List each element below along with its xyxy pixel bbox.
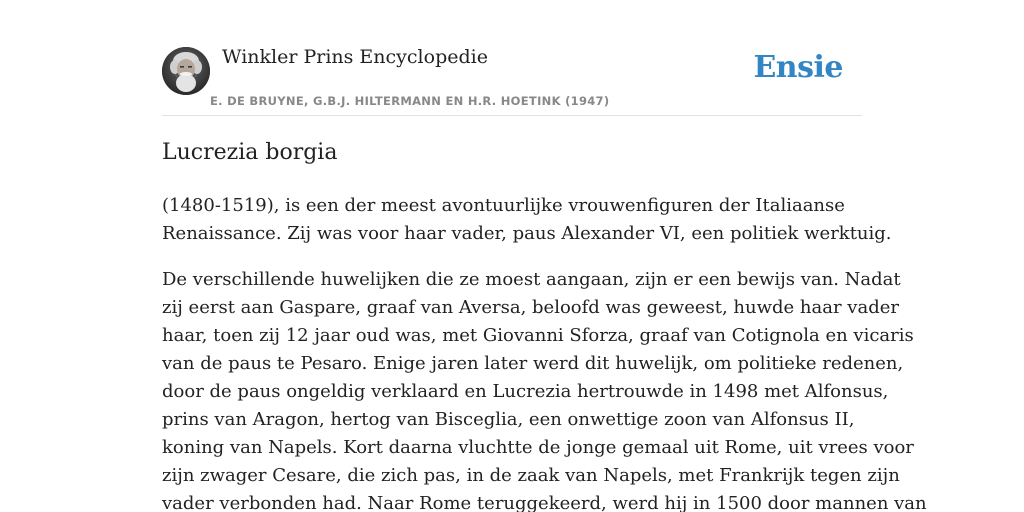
paragraph xyxy=(162,266,927,512)
source-title[interactable]: Winkler Prins Encyclopedie xyxy=(222,46,488,68)
text-line: vader verbonden had. Naar Rome teruggekeerd, werd hij in 1500 door mannen van xyxy=(162,493,927,512)
text-line: Renaissance. Zij was voor haar vader, paus Alexander VI, een politiek werktuig. xyxy=(162,223,892,244)
text-line: haar, toen zij 12 jaar oud was, met Giovanni Sforza, graaf van Cotignola en vicaris xyxy=(162,325,914,346)
article-body xyxy=(162,192,927,512)
text-line: van de paus te Pesaro. Enige jaren later werd dit huwelijk, om politieke redenen, xyxy=(162,353,904,374)
text-line: De verschillende huwelijken die ze moest aangaan, zijn er een bewijs van. Nadat xyxy=(162,269,901,290)
author-portrait-icon[interactable] xyxy=(162,47,210,95)
article-container xyxy=(162,0,927,512)
brand-logo[interactable]: Ensie xyxy=(753,50,843,85)
text-line: prins van Aragon, hertog van Bisceglia, een onwettige zoon van Alfonsus II, xyxy=(162,409,855,430)
article-title: Lucrezia borgia xyxy=(162,140,338,165)
text-line: zijn zwager Cesare, die zich pas, in de zaak van Napels, met Frankrijk tegen zijn xyxy=(162,465,900,486)
text-line: koning van Napels. Kort daarna vluchtte de jonge gemaal uit Rome, uit vrees voor xyxy=(162,437,914,458)
paragraph xyxy=(162,192,892,248)
text-line: (1480-1519), is een der meest avontuurlijke vrouwenfiguren der Italiaanse xyxy=(162,195,845,216)
source-header xyxy=(162,0,862,116)
text-line: zij eerst aan Gaspare, graaf van Aversa, beloofd was geweest, huwde haar vader xyxy=(162,297,899,318)
text-line: door de paus ongeldig verklaard en Lucrezia hertrouwde in 1498 met Alfonsus, xyxy=(162,381,889,402)
source-authors: E. DE BRUYNE, G.B.J. HILTERMANN EN H.R. HOETINK (1947) xyxy=(210,94,610,108)
